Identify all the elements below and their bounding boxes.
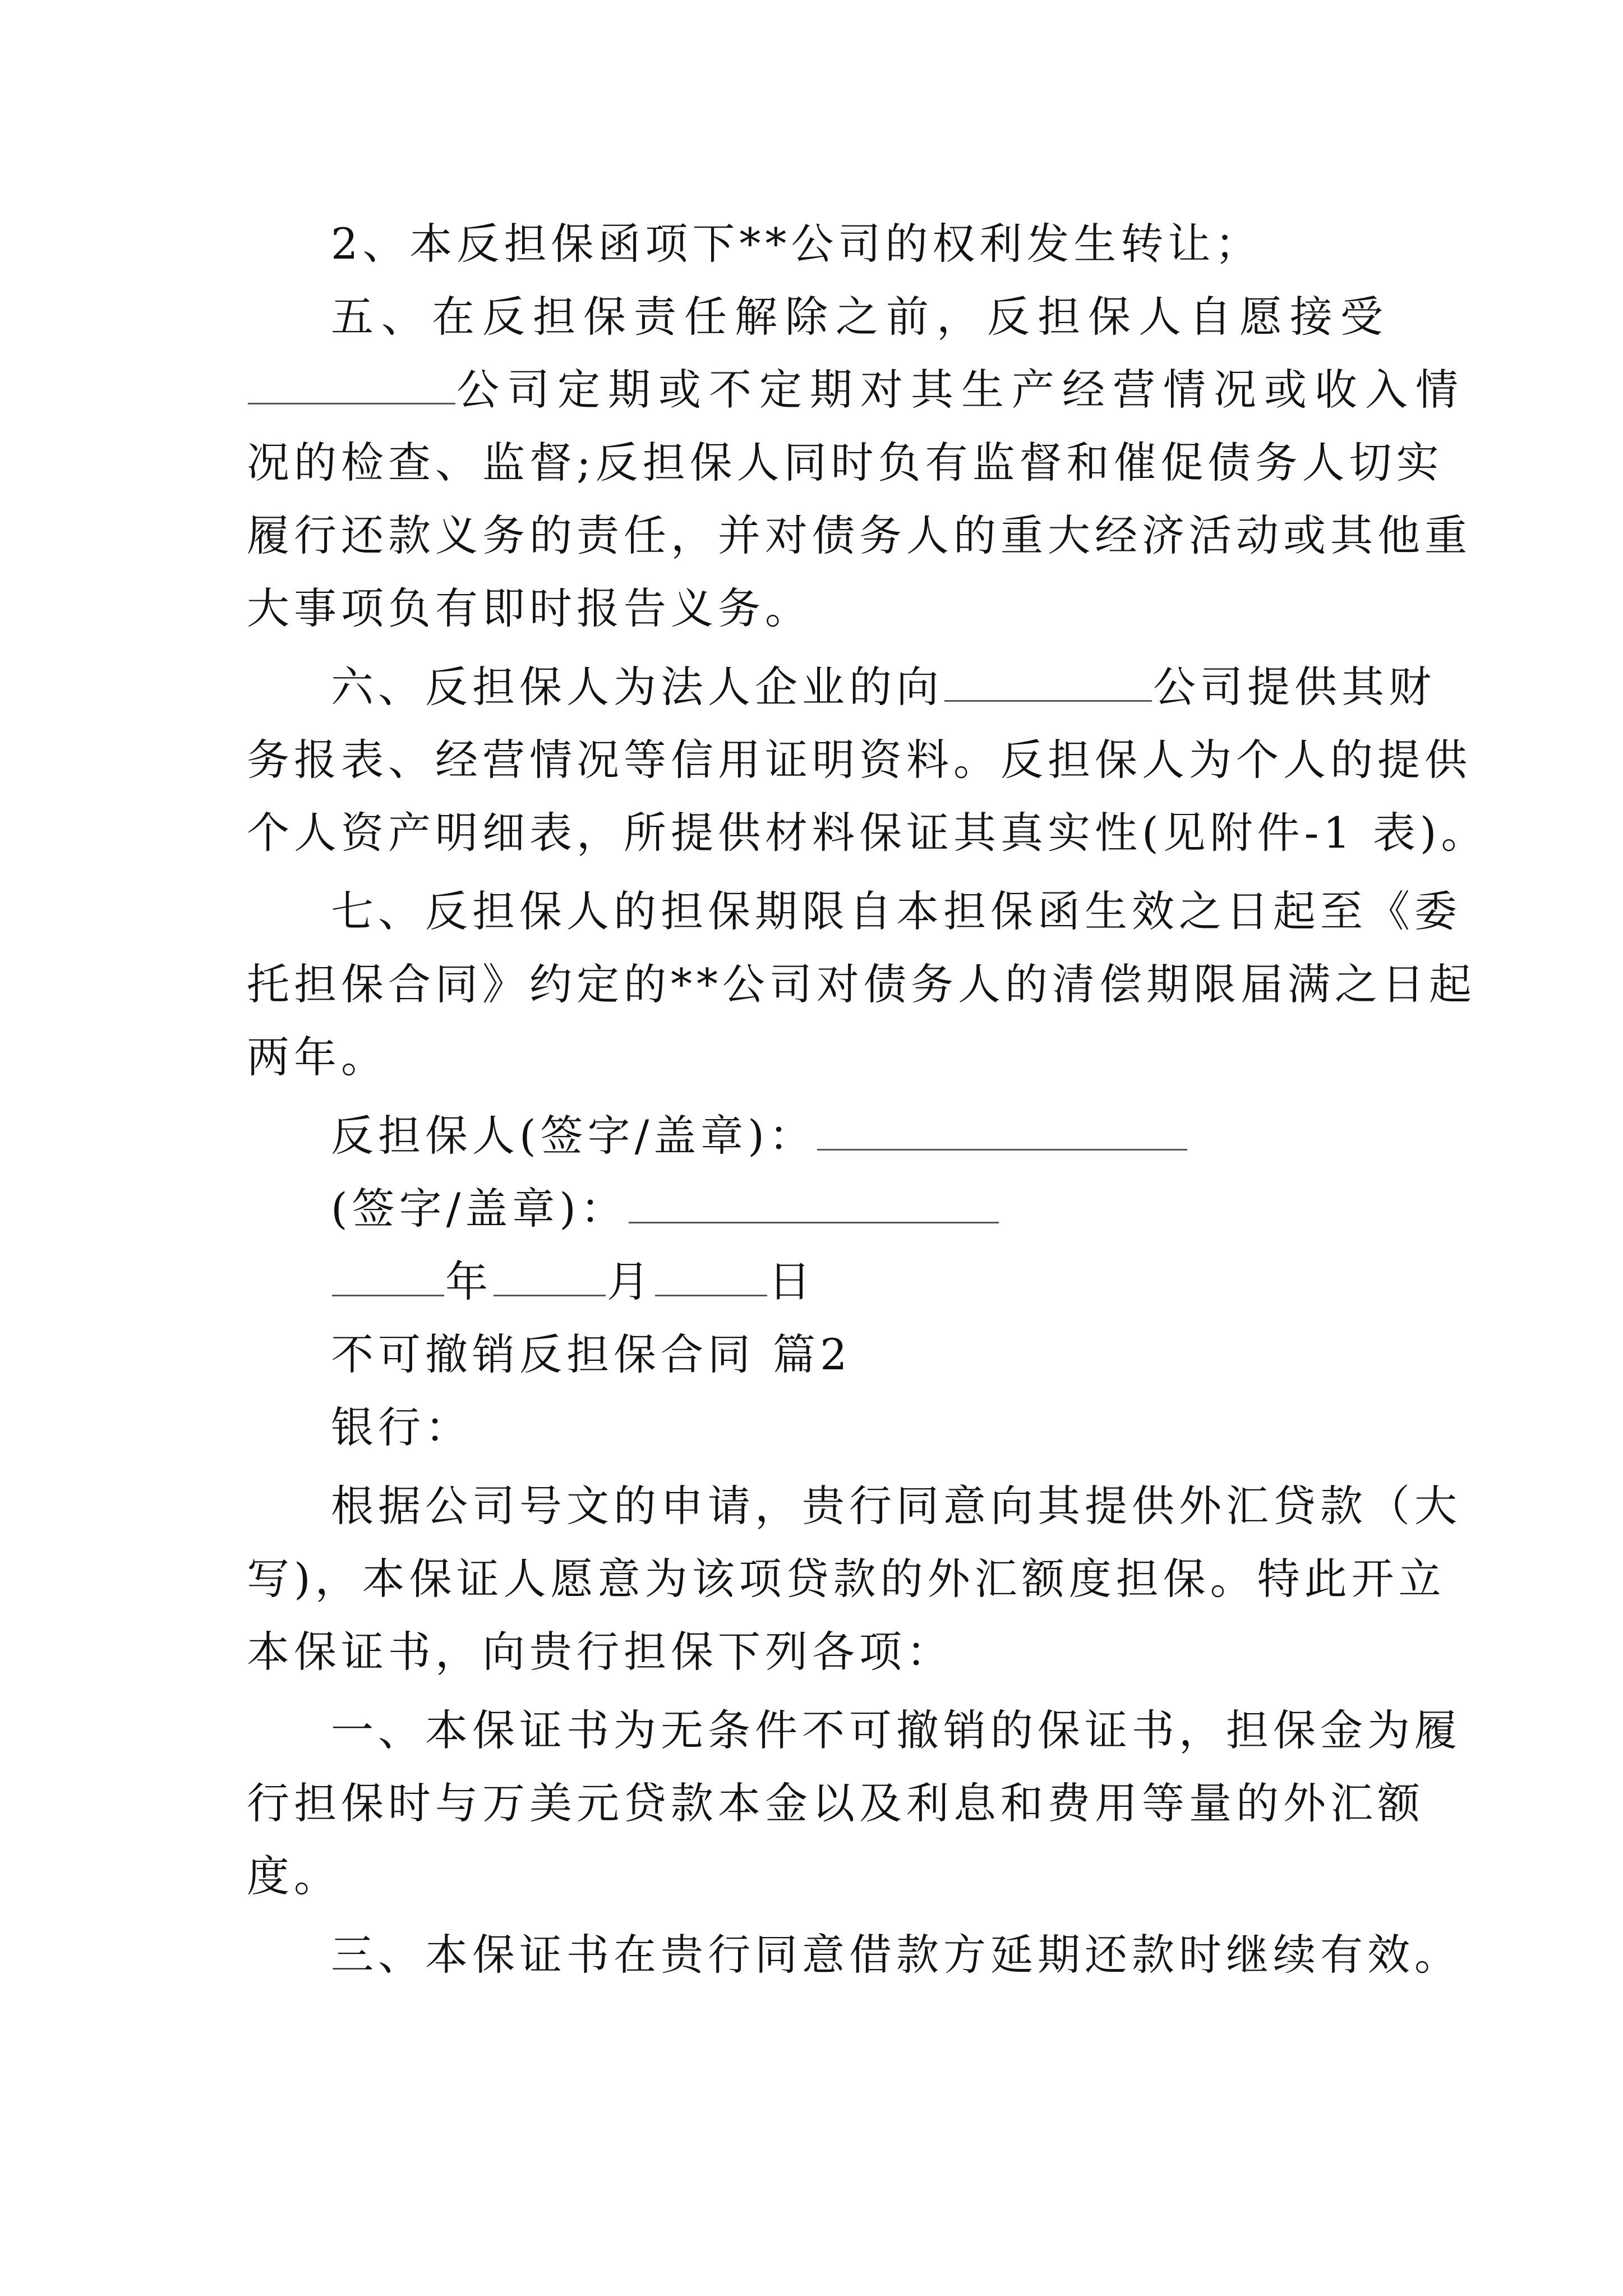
signature-label: (签字/盖章)： xyxy=(331,1184,628,1234)
date-month-blank xyxy=(494,1295,606,1296)
section-heading xyxy=(331,1327,1391,1383)
text: 况的检查、监督;反担保人同时负有监督和催促债务人切实 xyxy=(247,438,1444,487)
text: 个人资产明细表，所提供材料保证其真实性(见附件-1 表)。 xyxy=(247,808,1488,858)
paragraph-six-line3 xyxy=(247,805,1488,861)
text: 六、反担保人为法人企业的向 xyxy=(331,662,943,712)
paragraph-five-line4 xyxy=(247,508,1472,564)
paragraph-seven-line2 xyxy=(247,956,1476,1013)
blank-company-underline xyxy=(944,700,1152,702)
text: 公司提供其财 xyxy=(1153,662,1436,712)
paragraph-one-line1 xyxy=(331,1703,1461,1759)
signature-line-seal xyxy=(331,1181,1391,1237)
paragraph-application-line3 xyxy=(247,1624,1391,1680)
text: 履行还款义务的责任，并对债务人的重大经济活动或其他重 xyxy=(247,510,1472,560)
text: 两年。 xyxy=(247,1032,388,1082)
text: 行担保时与万美元贷款本金以及利息和费用等量的外汇额 xyxy=(247,1778,1424,1828)
paragraph-five-line5 xyxy=(247,581,1391,637)
addressee-line xyxy=(331,1400,1391,1456)
paragraph-seven-line3 xyxy=(247,1029,1391,1085)
text: 大事项负有即时报告义务。 xyxy=(247,583,812,633)
date-day-label: 日 xyxy=(768,1257,815,1306)
text: 公司定期或不定期对其生产经营情况或收入情 xyxy=(457,365,1466,415)
text: 托担保合同》约定的**公司对债务人的清偿期限届满之日起 xyxy=(247,959,1476,1009)
signature-blank xyxy=(817,1149,1187,1151)
addressee-text: 银行： xyxy=(331,1402,472,1452)
text: 本保证书，向贵行担保下列各项： xyxy=(247,1627,953,1677)
text: 一、本保证书为无条件不可撤销的保证书，担保金为履 xyxy=(331,1705,1461,1755)
paragraph-one-line3 xyxy=(247,1848,1391,1904)
paragraph-three xyxy=(331,1927,1461,1983)
signature-label: 反担保人(签字/盖章)： xyxy=(331,1111,816,1161)
heading-text: 不可撤销反担保合同 篇2 xyxy=(331,1329,852,1379)
date-day-blank xyxy=(655,1295,767,1296)
paragraph-six-line2 xyxy=(247,732,1472,788)
paragraph-transfer-clause xyxy=(331,216,1391,272)
paragraph-five-line1 xyxy=(331,289,1391,345)
paragraph-seven-line1 xyxy=(331,884,1461,940)
blank-company-underline xyxy=(248,403,455,404)
text: 写)，本保证人愿意为该项贷款的外汇额度担保。特此开立 xyxy=(247,1554,1446,1604)
text: 2、本反担保函项下**公司的权利发生转让； xyxy=(331,219,1262,269)
date-line xyxy=(331,1254,1391,1310)
paragraph-one-line2 xyxy=(247,1775,1424,1832)
paragraph-six-line1 xyxy=(331,659,1436,715)
paragraph-application-line2 xyxy=(247,1551,1446,1607)
paragraph-five-line2 xyxy=(247,362,1466,418)
paragraph-application-line1 xyxy=(331,1478,1461,1534)
text: 五、在反担保责任解除之前，反担保人自愿接受 xyxy=(331,292,1391,342)
signature-line-guarantor xyxy=(331,1108,1391,1164)
date-month-label: 月 xyxy=(607,1257,654,1306)
document-page xyxy=(247,0,1488,2296)
date-year-label: 年 xyxy=(445,1257,492,1306)
paragraph-five-line3 xyxy=(247,435,1444,491)
date-year-blank xyxy=(332,1295,444,1296)
text: 七、反担保人的担保期限自本担保函生效之日起至《委 xyxy=(331,886,1461,936)
text: 度。 xyxy=(247,1851,341,1901)
text: 务报表、经营情况等信用证明资料。反担保人为个人的提供 xyxy=(247,735,1472,785)
signature-blank xyxy=(629,1222,999,1223)
text: 根据公司号文的申请，贵行同意向其提供外汇贷款（大 xyxy=(331,1481,1461,1531)
text: 三、本保证书在贵行同意借款方延期还款时继续有效。 xyxy=(331,1930,1461,1980)
